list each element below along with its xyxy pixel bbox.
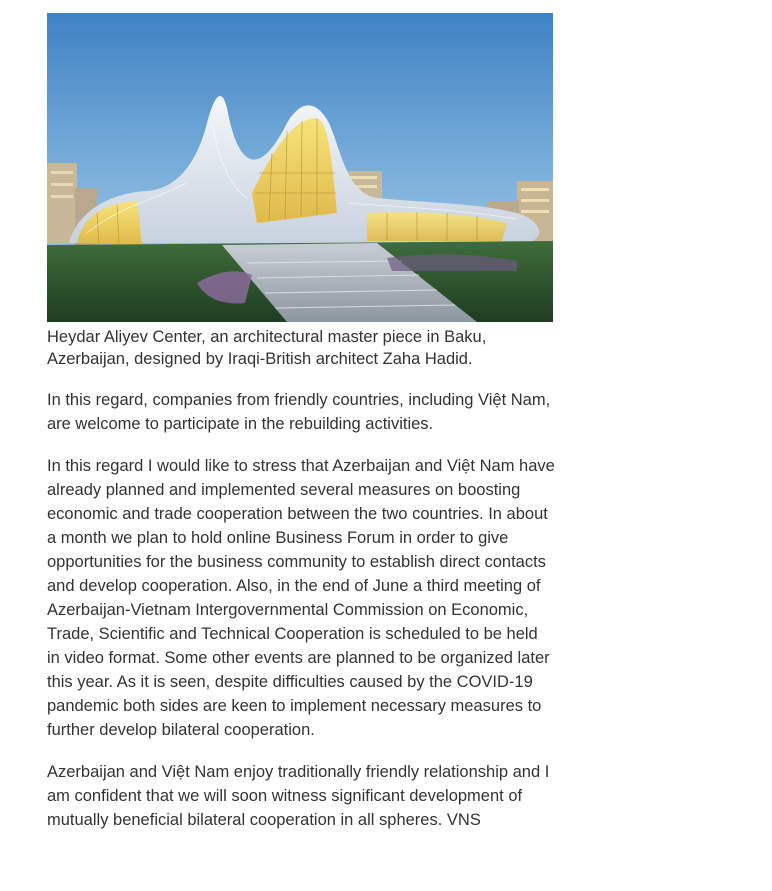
heydar-aliyev-center-illustration — [47, 13, 553, 322]
photo-caption: Heydar Aliyev Center, an architectural master piece in Baku, Azerbaijan, designed by Iraqi-British architect Zaha Hadid. — [47, 328, 487, 368]
article-paragraph-1: In this regard, companies from friendly countries, including Việt Nam, are welcome to participate in the rebuilding activities. — [47, 391, 551, 433]
article — [47, 13, 557, 832]
article-photo — [47, 13, 553, 322]
article-paragraph-3: Azerbaijan and Việt Nam enjoy traditionally friendly relationship and I am confident that we will soon witness significant development of mutually beneficial bilateral cooperation in all spheres. VNS — [47, 763, 550, 829]
article-paragraph-2: In this regard I would like to stress that Azerbaijan and Việt Nam have already planned and implemented several measures on boosting economic and trade cooperation between the two countries. In about a month we plan to hold online Business Forum in order to give opportunities for the business community to establish direct contacts and develop cooperation. Also, in the end of June a third meeting of Azerbaijan-Vietnam Intergovernmental Commission on Economic, Trade, Scientific and Technical Cooperation is scheduled to be held in video format. Some other events are planned to be organized later this year. As it is seen, despite difficulties caused by the COVID-19 pandemic both sides are keen to implement necessary measures to further develop bilateral cooperation. — [47, 457, 555, 739]
